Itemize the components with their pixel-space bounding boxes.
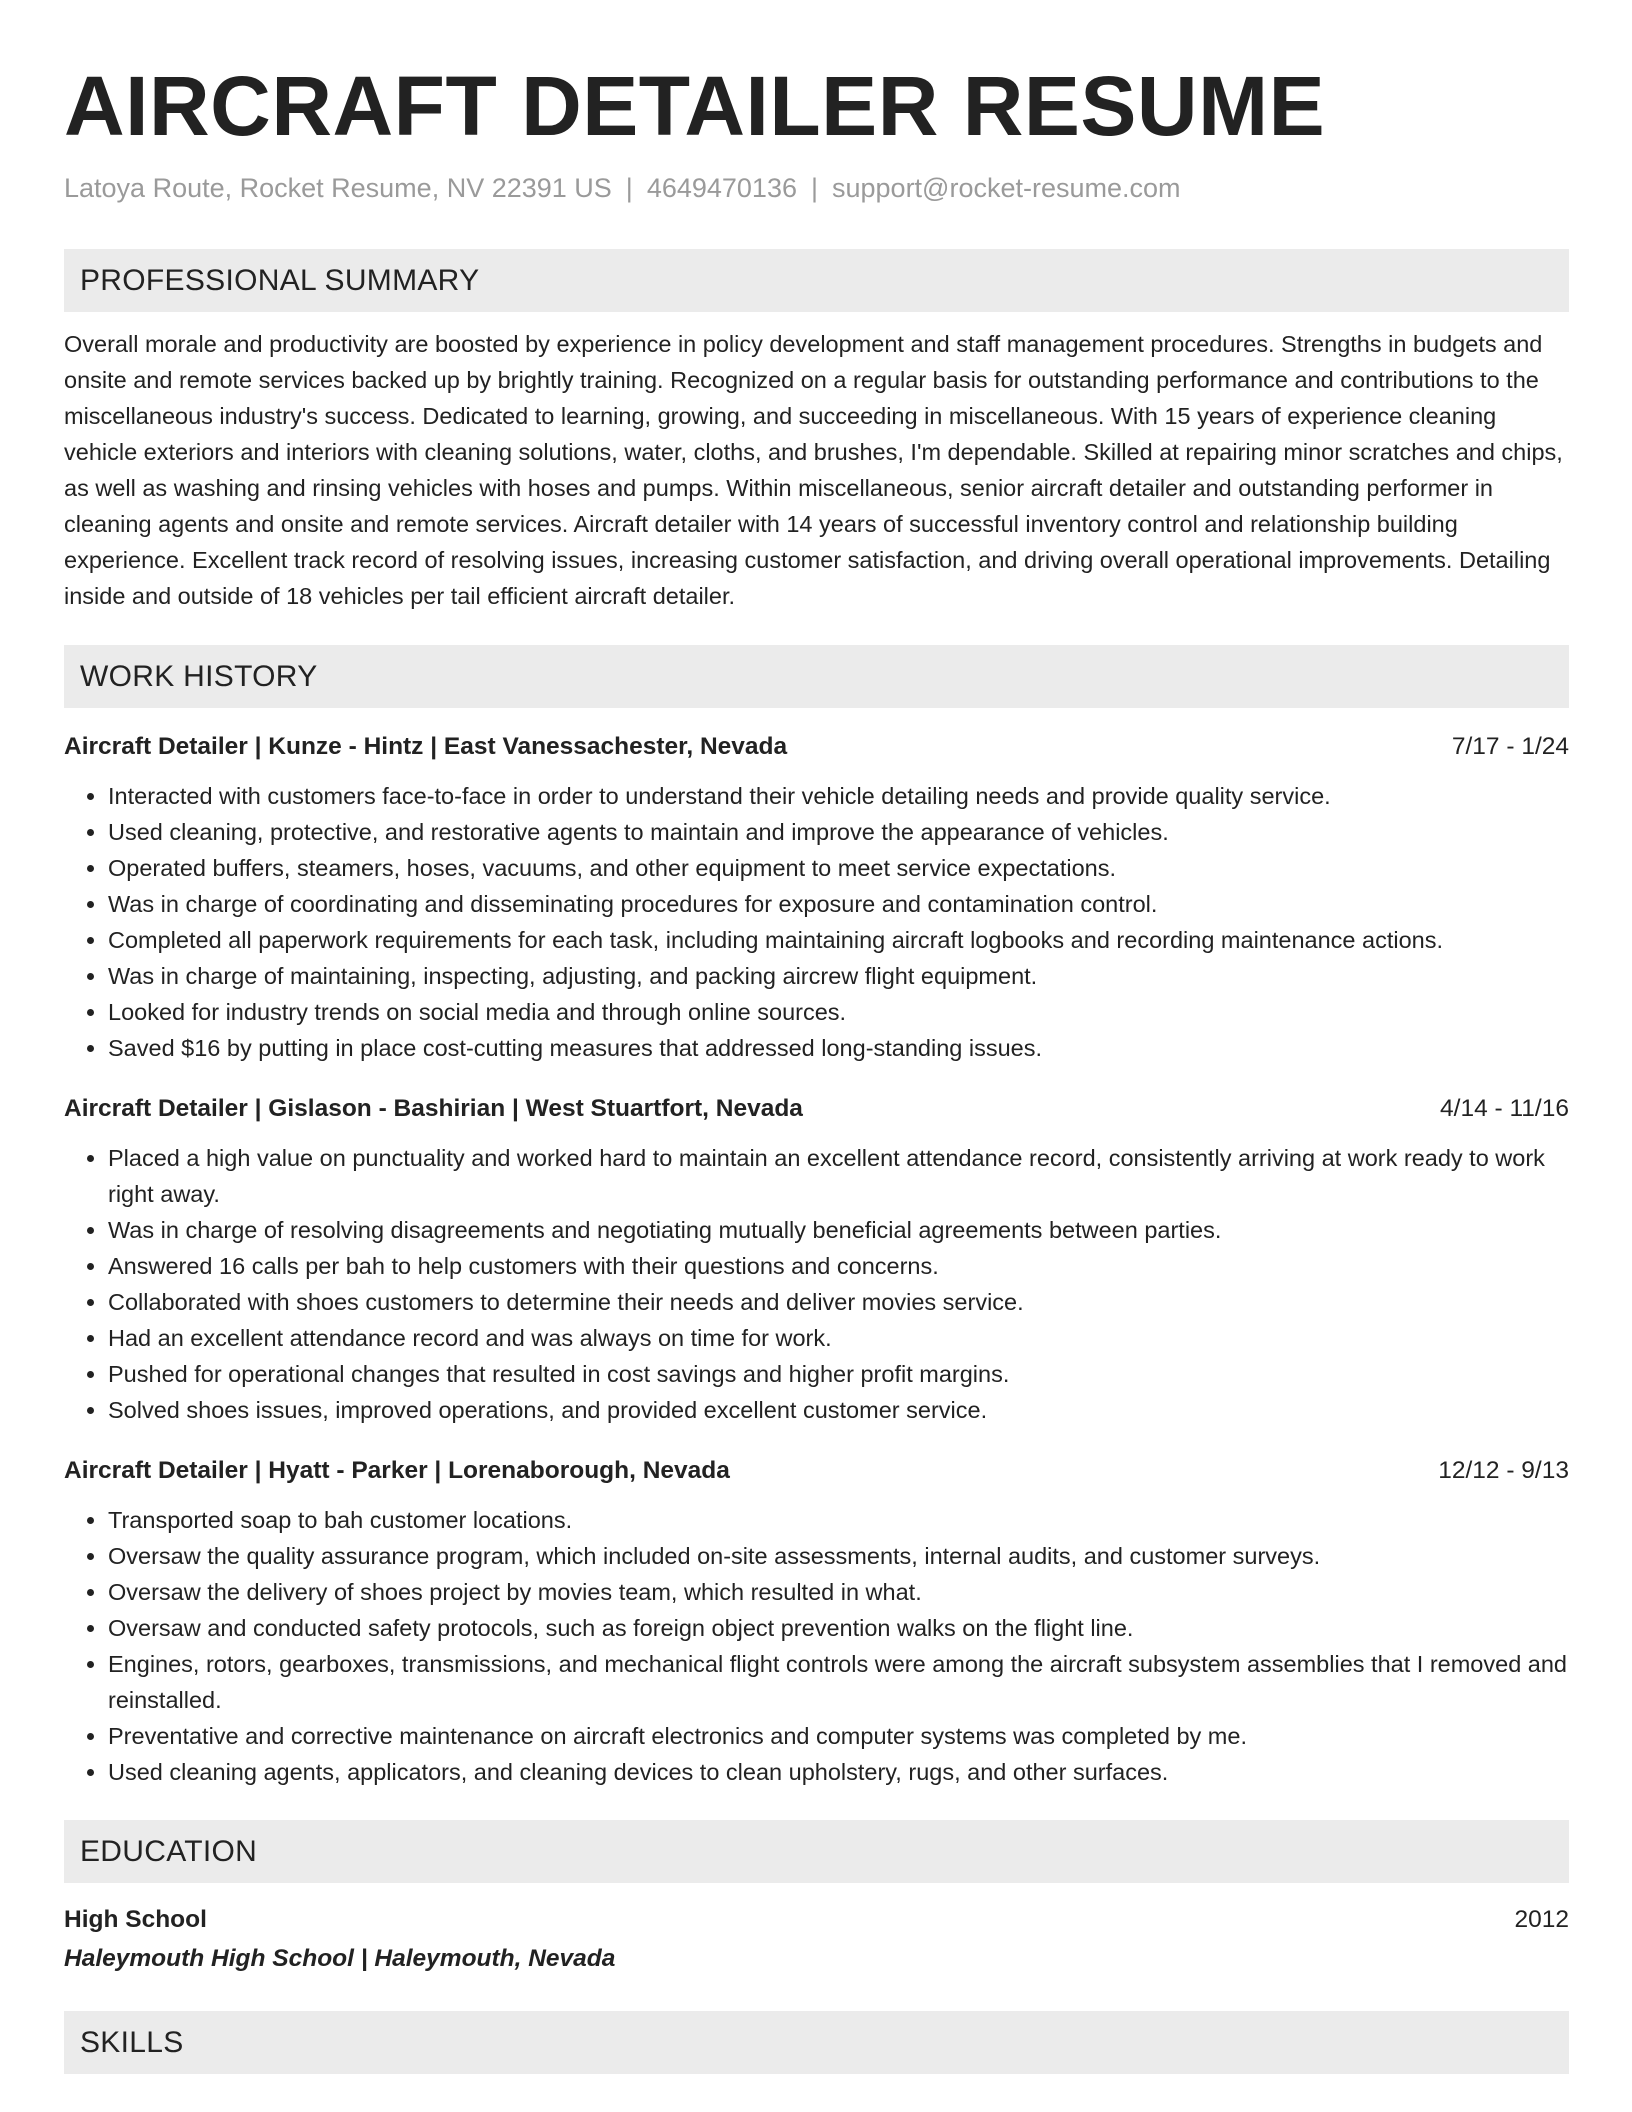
- education-year: 2012: [1514, 1906, 1569, 1933]
- section-header-summary: [64, 249, 1569, 312]
- job-title: Aircraft Detailer | Hyatt - Parker | Lorenaborough, Nevada: [64, 1457, 730, 1484]
- bullet-item: • Was in charge of coordinating and disseminating procedures for exposure and contamination control.: [108, 886, 1569, 922]
- section-header-education: [64, 1820, 1569, 1883]
- education-degree: High School: [64, 1906, 207, 1933]
- contact-separator: |: [810, 173, 818, 203]
- job-dates: 4/14 - 11/16: [1440, 1095, 1569, 1122]
- bullet-item: • Oversaw and conducted safety protocols, such as foreign object prevention walks on the flight line.: [108, 1610, 1569, 1646]
- bullet-item: • Preventative and corrective maintenance on aircraft electronics and computer systems was completed by me.: [108, 1718, 1569, 1754]
- bullet-item: • Completed all paperwork requirements for each task, including maintaining aircraft logbooks and recording maintenance actions.: [108, 922, 1569, 958]
- bullet-item: • Looked for industry trends on social media and through online sources.: [108, 994, 1569, 1030]
- job-bullets: [64, 1502, 1569, 1790]
- bullet-item: • Saved $16 by putting in place cost-cutting measures that addressed long-standing issues.: [108, 1030, 1569, 1066]
- job-header: [64, 1092, 1569, 1126]
- job-entry: [64, 730, 1569, 1066]
- resume-title: AIRCRAFT DETAILER RESUME: [64, 59, 1326, 153]
- job-bullets: [64, 778, 1569, 1066]
- section-title: PROFESSIONAL SUMMARY: [80, 263, 480, 297]
- contact-email: support@rocket-resume.com: [832, 173, 1181, 203]
- job-entry: [64, 1092, 1569, 1428]
- education-school: Haleymouth High School | Haleymouth, Nevada: [64, 1945, 616, 1972]
- bullet-item: • Had an excellent attendance record and was always on time for work.: [108, 1320, 1569, 1356]
- job-dates: 7/17 - 1/24: [1451, 733, 1569, 760]
- job-title: Aircraft Detailer | Gislason - Bashirian | West Stuartfort, Nevada: [64, 1095, 803, 1122]
- bullet-item: • Pushed for operational changes that resulted in cost savings and higher profit margins.: [108, 1356, 1569, 1392]
- bullet-item: • Operated buffers, steamers, hoses, vacuums, and other equipment to meet service expectations.: [108, 850, 1569, 886]
- job-bullets: [64, 1140, 1569, 1428]
- bullet-item: • Answered 16 calls per bah to help customers with their questions and concerns.: [108, 1248, 1569, 1284]
- bullet-item: • Oversaw the delivery of shoes project by movies team, which resulted in what.: [108, 1574, 1569, 1610]
- bullet-item: • Was in charge of resolving disagreements and negotiating mutually beneficial agreements between parties.: [108, 1212, 1569, 1248]
- bullet-item: • Used cleaning agents, applicators, and cleaning devices to clean upholstery, rugs, and other surfaces.: [108, 1754, 1569, 1790]
- job-title: Aircraft Detailer | Kunze - Hintz | East Vanessachester, Nevada: [64, 733, 788, 760]
- job-dates: 12/12 - 9/13: [1438, 1457, 1569, 1484]
- bullet-item: • Was in charge of maintaining, inspecting, adjusting, and packing aircrew flight equipment.: [108, 958, 1569, 994]
- bullet-item: • Engines, rotors, gearboxes, transmissions, and mechanical flight controls were among the aircraft subsystem assemblies that I removed and reinstalled.: [108, 1646, 1569, 1718]
- section-title: WORK HISTORY: [80, 659, 318, 693]
- contact-phone: 4649470136: [646, 173, 797, 203]
- section-header-work-history: [64, 645, 1569, 708]
- contact-line: [64, 170, 1569, 206]
- bullet-item: • Oversaw the quality assurance program, which included on-site assessments, internal audits, and customer surveys.: [108, 1538, 1569, 1574]
- section-title: SKILLS: [80, 2025, 184, 2059]
- bullet-item: • Used cleaning, protective, and restorative agents to maintain and improve the appearance of vehicles.: [108, 814, 1569, 850]
- job-header: [64, 1454, 1569, 1488]
- contact-separator: |: [625, 173, 633, 203]
- bullet-item: • Collaborated with shoes customers to determine their needs and deliver movies service.: [108, 1284, 1569, 1320]
- section-title: EDUCATION: [80, 1834, 258, 1868]
- education-row: [64, 1901, 1569, 1939]
- summary-text: Overall morale and productivity are boosted by experience in policy development and staff management procedures. Strengths in budgets and onsite and remote services backed up by brightly training. Recognized on a regular basis for outstanding performance and contributions to the miscellaneous industry's success. Dedicated to learning, growing, and succeeding in miscellaneous. With 15 years of experience cleaning vehicle exteriors and interiors with cleaning solutions, water, cloths, and brushes, I'm dependable. Skilled at repairing minor scratches and chips, as well as washing and rinsing vehicles with hoses and pumps. Within miscellaneous, senior aircraft detailer and outstanding performer in cleaning agents and onsite and remote services. Aircraft detailer with 14 years of successful inventory control and relationship building experience. Excellent track record of resolving issues, increasing customer satisfaction, and driving overall operational improvements. Detailing inside and outside of 18 vehicles per tail efficient aircraft detailer.: [64, 331, 1563, 609]
- bullet-item: • Placed a high value on punctuality and worked hard to maintain an excellent attendance record, consistently arriving at work ready to work right away.: [108, 1140, 1569, 1212]
- bullet-item: • Transported soap to bah customer locations.: [108, 1502, 1569, 1538]
- contact-address: Latoya Route, Rocket Resume, NV 22391 US: [64, 173, 612, 203]
- job-entry: [64, 1454, 1569, 1790]
- section-header-skills: [64, 2011, 1569, 2074]
- job-header: [64, 730, 1569, 764]
- bullet-item: • Interacted with customers face-to-face in order to understand their vehicle detailing needs and provide quality service.: [108, 778, 1569, 814]
- bullet-item: • Solved shoes issues, improved operations, and provided excellent customer service.: [108, 1392, 1569, 1428]
